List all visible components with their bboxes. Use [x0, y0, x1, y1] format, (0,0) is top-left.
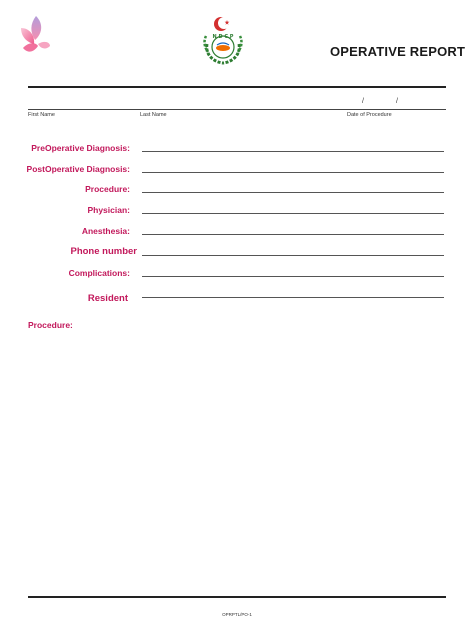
- date-separator-2: /: [396, 98, 398, 105]
- resident-field[interactable]: [142, 297, 444, 298]
- postoperative-diagnosis-field[interactable]: [142, 172, 444, 173]
- crescent-wreath-emblem-icon: [197, 14, 249, 66]
- anesthesia-label: Anesthesia:: [81, 226, 130, 236]
- patient-info-line[interactable]: [28, 109, 446, 110]
- postoperative-diagnosis-label: PostOperative Diagnosis:: [26, 164, 130, 174]
- resident-label: Resident: [87, 293, 128, 304]
- first-name-label: First Name: [28, 112, 55, 118]
- procedure-notes-area[interactable]: [28, 334, 446, 590]
- header-divider: [28, 86, 446, 88]
- flower-logo-icon: [18, 14, 52, 58]
- procedure-field[interactable]: [142, 192, 444, 193]
- procedure-label: Procedure:: [85, 184, 130, 194]
- last-name-label: Last Name: [140, 112, 167, 118]
- physician-field[interactable]: [142, 213, 444, 214]
- preoperative-diagnosis-field[interactable]: [142, 151, 444, 152]
- procedure-section-label: Procedure:: [28, 320, 73, 330]
- complications-field[interactable]: [142, 276, 444, 277]
- anesthesia-field[interactable]: [142, 234, 444, 235]
- form-code: OPRPTL/PO-1: [222, 612, 252, 617]
- complications-label: Complications:: [68, 268, 130, 278]
- physician-label: Physician:: [87, 205, 130, 215]
- preoperative-diagnosis-label: PreOperative Diagnosis:: [31, 143, 130, 153]
- phone-number-field[interactable]: [142, 255, 444, 256]
- footer-divider: [28, 596, 446, 598]
- date-of-procedure-label: Date of Procedure: [347, 112, 392, 118]
- page-title: OPERATIVE REPORT: [330, 44, 466, 59]
- svg-text:N D C P: N D C P: [212, 34, 234, 40]
- date-separator-1: /: [362, 98, 364, 105]
- phone-number-label: Phone number: [70, 246, 137, 257]
